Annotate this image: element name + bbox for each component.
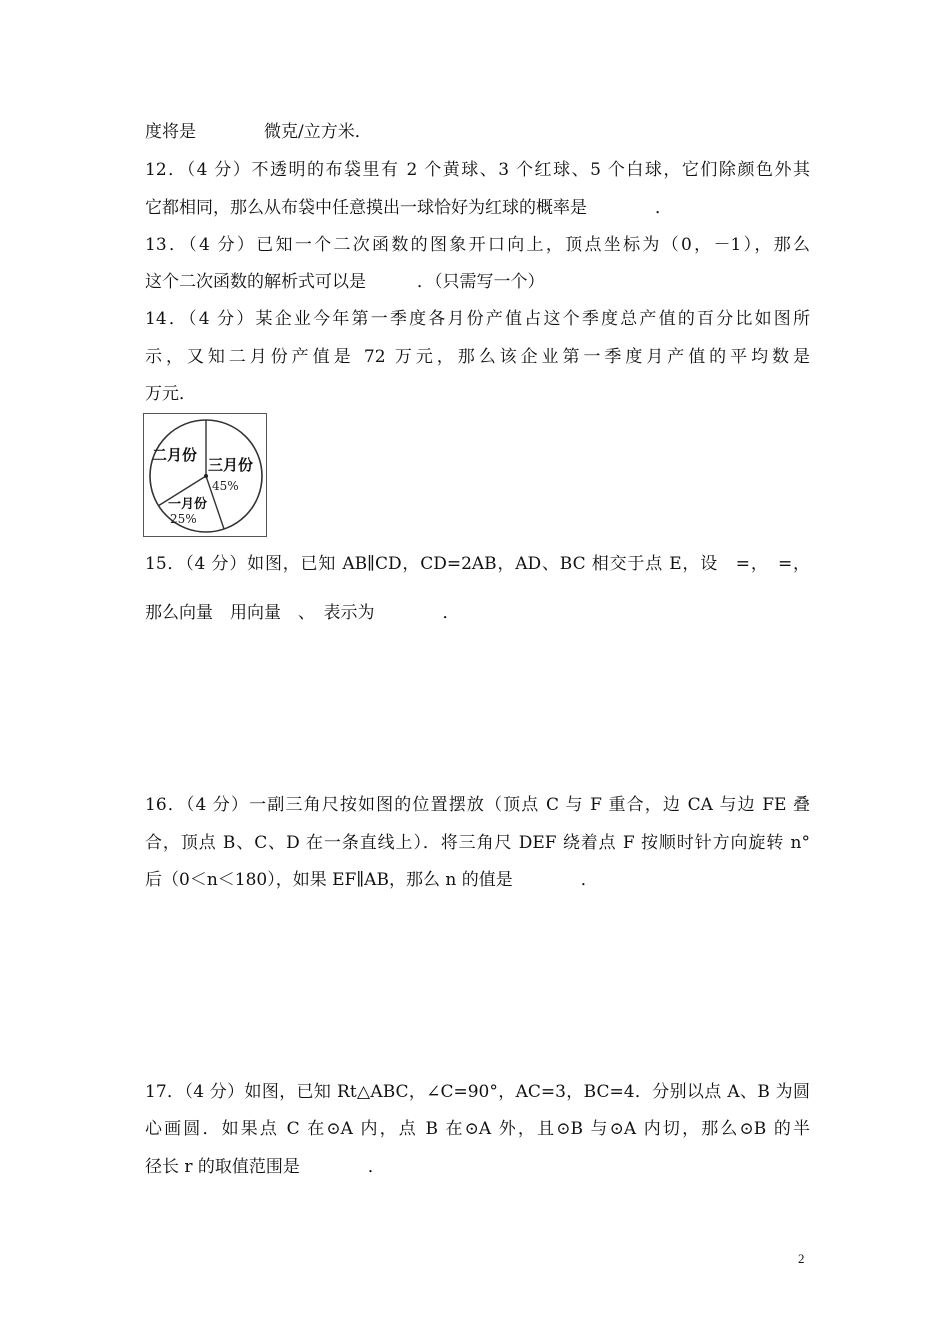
question-15-line-1: 15．（4 分）如图，已知 AB∥CD，CD=2AB，AD、BC 相交于点 E，设 =， =， — [145, 554, 810, 574]
question-17-line-1: 17．（4 分）如图，已知 Rt△ABC，∠C=90°，AC=3，BC=4．分别以点 A、B 为圆 — [145, 1082, 810, 1102]
question-12-line-2: 它都相同，那么从布袋中任意摸出一球恰好为红球的概率是 ． — [145, 198, 672, 218]
question-13-line-2: 这个二次函数的解析式可以是 ．（只需写一个） — [145, 272, 545, 292]
question-14-line-2: 示，又知二月份产值是 72 万元，那么该企业第一季度月产值的平均数是 — [145, 347, 810, 367]
question-12-line-1: 12．（4 分）不透明的布袋里有 2 个黄球、3 个红球、5 个白球，它们除颜色外其 — [145, 160, 810, 180]
question-15-line-2: 那么向量 用向量 、 表示为 ． — [145, 603, 460, 623]
label-january-percent: 25% — [170, 512, 197, 526]
question-13-line-1: 13．（4 分）已知一个二次函数的图象开口向上，顶点坐标为（0，－1），那么 — [145, 235, 810, 255]
line-1: 度将是 微克/立方米． — [145, 122, 372, 142]
pie-chart-figure — [143, 413, 267, 537]
label-february: 二月份 — [152, 446, 198, 464]
question-16-line-1: 16．（4 分）一副三角尺按如图的位置摆放（顶点 C 与 F 重合，边 CA 与边 FE 叠 — [145, 795, 810, 815]
question-17-line-2: 心画圆．如果点 C 在⊙A 内，点 B 在⊙A 外，且⊙B 与⊙A 内切，那么⊙B 的半 — [145, 1119, 810, 1139]
label-january: 一月份 — [168, 497, 208, 512]
label-march: 三月份 — [208, 456, 254, 474]
page-number: 2 — [798, 1251, 805, 1266]
question-16-line-3: 后（0＜n＜180），如果 EF∥AB，那么 n 的值是 ． — [145, 870, 598, 890]
question-17-line-3: 径长 r 的取值范围是 ． — [145, 1157, 385, 1177]
question-16-line-2: 合，顶点 B、C、D 在一条直线上）．将三角尺 DEF 绕着点 F 按顺时针方向旋转 n° — [145, 833, 810, 853]
pie-center — [204, 474, 208, 478]
label-march-percent: 45% — [212, 479, 239, 493]
question-14-line-1: 14．（4 分）某企业今年第一季度各月份产值占这个季度总产值的百分比如图所 — [145, 309, 810, 329]
pie-chart — [144, 414, 268, 538]
question-14-line-3: 万元． — [145, 384, 196, 404]
